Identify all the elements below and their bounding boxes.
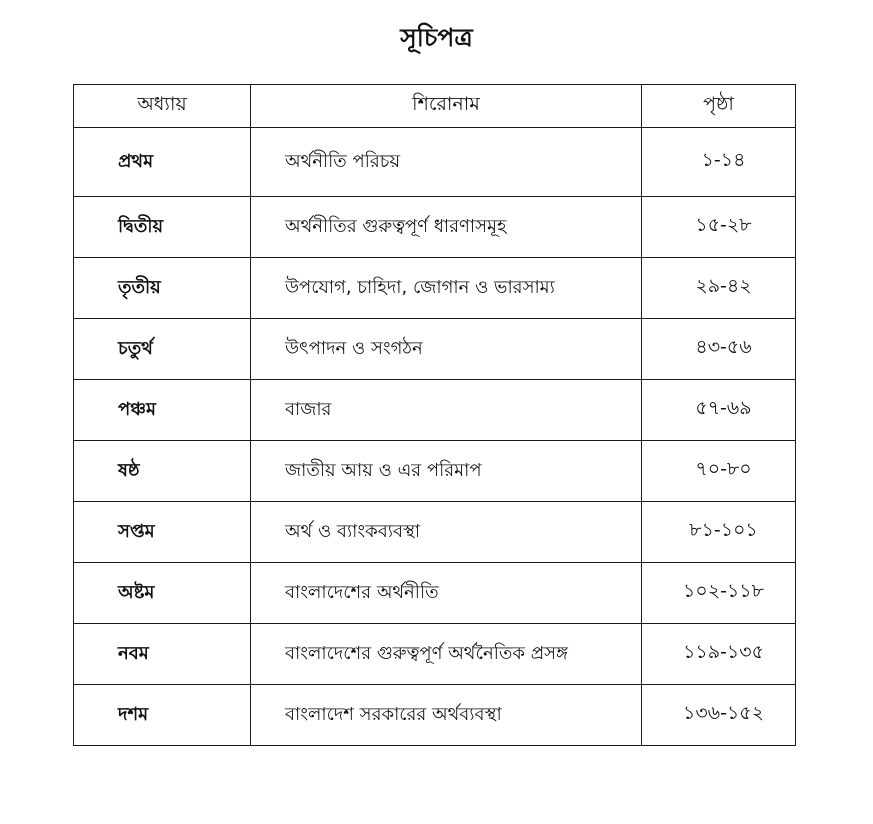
pages-cell: ৪৩-৫৬ xyxy=(642,319,796,380)
pages-cell: ৮১-১০১ xyxy=(642,502,796,563)
pages-cell: ১-১৪ xyxy=(642,128,796,197)
title-cell: উৎপাদন ও সংগঠন xyxy=(251,319,642,380)
contents-table xyxy=(73,84,796,746)
chapter-cell: পঞ্চম xyxy=(74,380,251,441)
table-row xyxy=(74,258,796,319)
title-cell: বাংলাদেশের অর্থনীতি xyxy=(251,563,642,624)
title-cell: বাংলাদেশ সরকারের অর্থব্যবস্থা xyxy=(251,685,642,746)
pages-cell: ১৫-২৮ xyxy=(642,197,796,258)
table-row xyxy=(74,685,796,746)
table-row xyxy=(74,441,796,502)
pages-column-header: পৃষ্ঠা xyxy=(642,85,796,128)
table-row xyxy=(74,197,796,258)
pages-cell: ১০২-১১৮ xyxy=(642,563,796,624)
header-row xyxy=(74,85,796,128)
title-cell: অর্থনীতির গুরুত্বপূর্ণ ধারণাসমূহ xyxy=(251,197,642,258)
chapter-cell: চতুর্থ xyxy=(74,319,251,380)
chapter-column-header: অধ্যায় xyxy=(74,85,251,128)
table-row xyxy=(74,563,796,624)
chapter-cell: তৃতীয় xyxy=(74,258,251,319)
table-row xyxy=(74,380,796,441)
table-body xyxy=(74,128,796,746)
title-column-header: শিরোনাম xyxy=(251,85,642,128)
pages-cell: ৭০-৮০ xyxy=(642,441,796,502)
table-row xyxy=(74,502,796,563)
title-cell: অর্থনীতি পরিচয় xyxy=(251,128,642,197)
pages-cell: ২৯-৪২ xyxy=(642,258,796,319)
pages-cell: ১১৯-১৩৫ xyxy=(642,624,796,685)
title-cell: উপযোগ, চাহিদা, জোগান ও ভারসাম্য xyxy=(251,258,642,319)
table-row xyxy=(74,624,796,685)
chapter-cell: দশম xyxy=(74,685,251,746)
table-row xyxy=(74,128,796,197)
table-header xyxy=(74,85,796,128)
page-title: সূচিপত্র xyxy=(400,23,473,52)
title-cell: অর্থ ও ব্যাংকব্যবস্থা xyxy=(251,502,642,563)
title-cell: বাংলাদেশের গুরুত্বপূর্ণ অর্থনৈতিক প্রসঙ্গ xyxy=(251,624,642,685)
chapter-cell: প্রথম xyxy=(74,128,251,197)
chapter-cell: নবম xyxy=(74,624,251,685)
pages-cell: ১৩৬-১৫২ xyxy=(642,685,796,746)
chapter-cell: অষ্টম xyxy=(74,563,251,624)
pages-cell: ৫৭-৬৯ xyxy=(642,380,796,441)
table-row xyxy=(74,319,796,380)
chapter-cell: ষষ্ঠ xyxy=(74,441,251,502)
chapter-cell: সপ্তম xyxy=(74,502,251,563)
title-cell: বাজার xyxy=(251,380,642,441)
chapter-cell: দ্বিতীয় xyxy=(74,197,251,258)
title-cell: জাতীয় আয় ও এর পরিমাপ xyxy=(251,441,642,502)
